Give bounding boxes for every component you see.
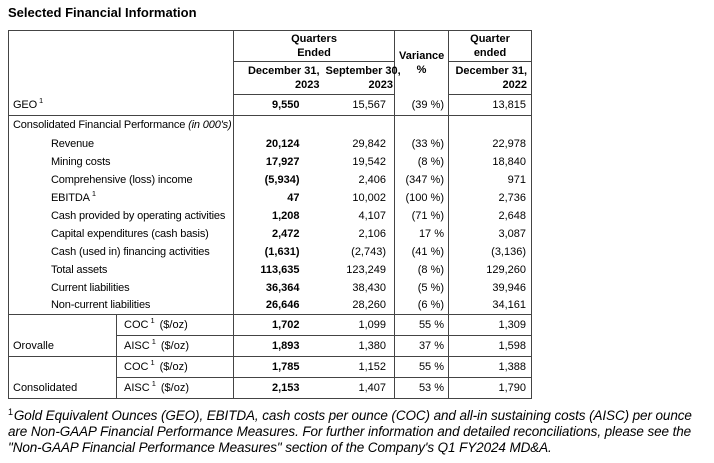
header-sep-30-2023: [322, 62, 401, 95]
row-label: Total assets: [9, 261, 234, 279]
cell-q2022: 1,598: [449, 336, 532, 357]
footnote-marker: 1: [151, 337, 156, 347]
empty-cell: [395, 116, 449, 135]
cell-dec2023: 1,785: [234, 357, 322, 378]
row-label: [9, 189, 234, 207]
cell-dec2023: 26,646: [234, 297, 322, 315]
row-label: Revenue: [9, 135, 234, 153]
row-non-current-liabilities: [9, 297, 532, 315]
header-quarters-ended: [234, 31, 395, 62]
cell-q2022: 1,309: [449, 315, 532, 336]
cell-variance: 55 %: [395, 315, 449, 336]
header-empty-cell: [9, 31, 234, 95]
cell-dec2023: 2,153: [271, 382, 300, 394]
cell-q2022: 39,946: [492, 281, 527, 294]
header-dec-31-2022: [449, 62, 532, 95]
metric-label: [117, 336, 234, 357]
cell-sep2023: 38,430: [322, 279, 395, 297]
quarters-ended-line2: Ended: [297, 47, 331, 59]
empty-cell: [449, 116, 532, 135]
metric-text: AISC: [124, 340, 150, 352]
cell-sep2023: 123,249: [322, 261, 395, 279]
row-current-liabilities: [9, 279, 532, 297]
row-label: Current liabilities: [9, 279, 234, 297]
row-label: Comprehensive (loss) income: [9, 171, 234, 189]
variance-line2: %: [416, 63, 427, 76]
cell-dec2023: 47: [287, 191, 300, 204]
group-consolidated: Consolidated: [9, 357, 117, 399]
header-row-top: [9, 31, 532, 62]
cell-q2022: 1,388: [449, 357, 532, 378]
metric-text: COC: [124, 361, 149, 373]
cell-dec2023: (1,631): [264, 245, 300, 258]
metric-label: [117, 315, 234, 336]
cell-dec2023: (5,934): [264, 173, 300, 186]
metric-label: [117, 357, 234, 378]
sep-2023-date: September 30,: [325, 65, 401, 77]
cell-dec2023: 113,635: [260, 263, 300, 276]
cell-variance: (41 %): [395, 243, 449, 261]
header-variance: [395, 31, 449, 95]
row-label: Cash (used in) financing activities: [9, 243, 234, 261]
row-revenue: [9, 135, 532, 153]
footnote: [8, 408, 708, 456]
metric-label: [117, 378, 234, 399]
geo-text: GEO: [13, 98, 37, 111]
cell-sep2023: 1,380: [322, 336, 395, 357]
ebitda-text: EBITDA: [51, 191, 90, 204]
cell-sep2023: 1,407: [322, 378, 395, 399]
cell-variance: 53 %: [395, 378, 449, 399]
cell-variance: (71 %): [395, 207, 449, 225]
cell-sep2023: 29,842: [322, 135, 395, 153]
page-title: Selected Financial Information: [8, 5, 197, 20]
cell-q2022: 971: [507, 173, 527, 186]
cell-q2022: 34,161: [449, 297, 532, 315]
section-note: (in 000's): [188, 119, 232, 132]
cell-q2022: 2,736: [498, 191, 527, 204]
cell-q2022: 3,087: [498, 227, 527, 240]
cell-q2022: (3,136): [491, 245, 527, 258]
cell-q2022: 22,978: [492, 137, 527, 150]
row-comprehensive-income: [9, 171, 532, 189]
cell-variance: (8 %): [395, 153, 449, 171]
geo-q2022: 13,815: [449, 95, 532, 116]
geo-footnote-marker: 1: [39, 96, 44, 106]
metric-text: AISC: [124, 382, 150, 394]
cell-sep2023: 4,107: [322, 207, 395, 225]
cell-q2022: 18,840: [492, 155, 527, 168]
cell-q2022: 2,648: [498, 209, 527, 222]
row-capital-expenditures: [9, 225, 532, 243]
cell-q2022: 1,790: [498, 382, 527, 394]
footnote-marker: 1: [150, 316, 155, 326]
row-cash-operating: [9, 207, 532, 225]
ebitda-footnote-marker: 1: [91, 188, 96, 198]
row-orovalle-coc: [9, 315, 532, 336]
cell-variance: 55 %: [395, 357, 449, 378]
cell-variance: 37 %: [395, 336, 449, 357]
sep-2023-year: 2023: [368, 79, 394, 91]
cell-sep2023: 2,406: [322, 171, 395, 189]
cell-sep2023: 2,106: [322, 225, 395, 243]
cell-dec2023: 1,893: [234, 336, 322, 357]
header-quarter-ended: Quarter ended: [449, 31, 532, 62]
row-geo: [9, 95, 532, 116]
cell-dec2023: 20,124: [265, 137, 300, 150]
row-label: Capital expenditures (cash basis): [9, 225, 234, 243]
dec-2022-date: December 31,: [455, 65, 528, 77]
geo-sep2023: 15,567: [322, 95, 395, 116]
metric-unit: ($/oz): [159, 361, 188, 373]
cell-dec2023: 1,702: [234, 315, 322, 336]
cell-q2022: 129,260: [486, 263, 527, 276]
cell-variance: (8 %): [395, 261, 449, 279]
metric-unit: ($/oz): [160, 340, 189, 352]
footnote-marker: 1: [151, 379, 156, 389]
metric-text: COC: [124, 319, 149, 331]
geo-label: [9, 95, 234, 116]
header-dec-31-2023: [234, 62, 322, 95]
geo-dec2023: 9,550: [234, 95, 322, 116]
cell-dec2023: 1,208: [271, 209, 300, 222]
cell-variance: (347 %): [395, 171, 449, 189]
footnote-marker: 1: [150, 358, 155, 368]
row-label: Mining costs: [9, 153, 234, 171]
dec-2023-year: 2023: [295, 79, 320, 91]
cell-sep2023: 1,152: [322, 357, 395, 378]
cell-variance: (6 %): [395, 297, 449, 315]
empty-cell: [322, 116, 395, 135]
row-consolidated-coc: [9, 357, 532, 378]
cell-dec2023: 17,927: [265, 155, 300, 168]
row-ebitda: [9, 189, 532, 207]
section-text: Consolidated Financial Performance: [13, 119, 186, 132]
geo-variance: (39 %): [395, 95, 449, 116]
cell-sep2023: 10,002: [322, 189, 395, 207]
cell-sep2023: (2,743): [322, 243, 395, 261]
footnote-superscript: 1: [8, 406, 13, 417]
metric-unit: ($/oz): [160, 382, 189, 394]
dec-2022-year: 2022: [502, 79, 528, 91]
cell-sep2023: 28,260: [322, 297, 395, 315]
metric-unit: ($/oz): [159, 319, 188, 331]
variance-line1: Variance: [399, 49, 445, 62]
quarters-ended-line1: Quarters: [291, 33, 337, 45]
empty-cell: [234, 116, 322, 135]
row-total-assets: [9, 261, 532, 279]
cell-variance: (100 %): [395, 189, 449, 207]
cell-variance: (5 %): [395, 279, 449, 297]
cell-sep2023: 19,542: [322, 153, 395, 171]
section-label: [9, 116, 234, 135]
cell-dec2023: 2,472: [271, 227, 300, 240]
dec-2023-date: December 31,: [247, 65, 320, 77]
selected-financial-information-table: [8, 30, 532, 399]
cell-variance: (33 %): [395, 135, 449, 153]
cell-variance: 17 %: [395, 225, 449, 243]
row-mining-costs: [9, 153, 532, 171]
row-section-header: [9, 116, 532, 135]
row-cash-financing: [9, 243, 532, 261]
row-label: Cash provided by operating activities: [9, 207, 234, 225]
footnote-text: Gold Equivalent Ounces (GEO), EBITDA, cash costs per ounce (COC) and all-in sustaining costs (AISC) per ounce are Non-GAAP Financial Performance Measures. For further information and detailed reconciliations, please see the "Non-GAAP Financial Performance Measures" section of the Company's Q1 FY2024 MD&A.: [8, 408, 692, 455]
row-label: Non-current liabilities: [9, 297, 234, 315]
cell-sep2023: 1,099: [322, 315, 395, 336]
group-orovalle: Orovalle: [9, 315, 117, 357]
cell-dec2023: 36,364: [265, 281, 300, 294]
